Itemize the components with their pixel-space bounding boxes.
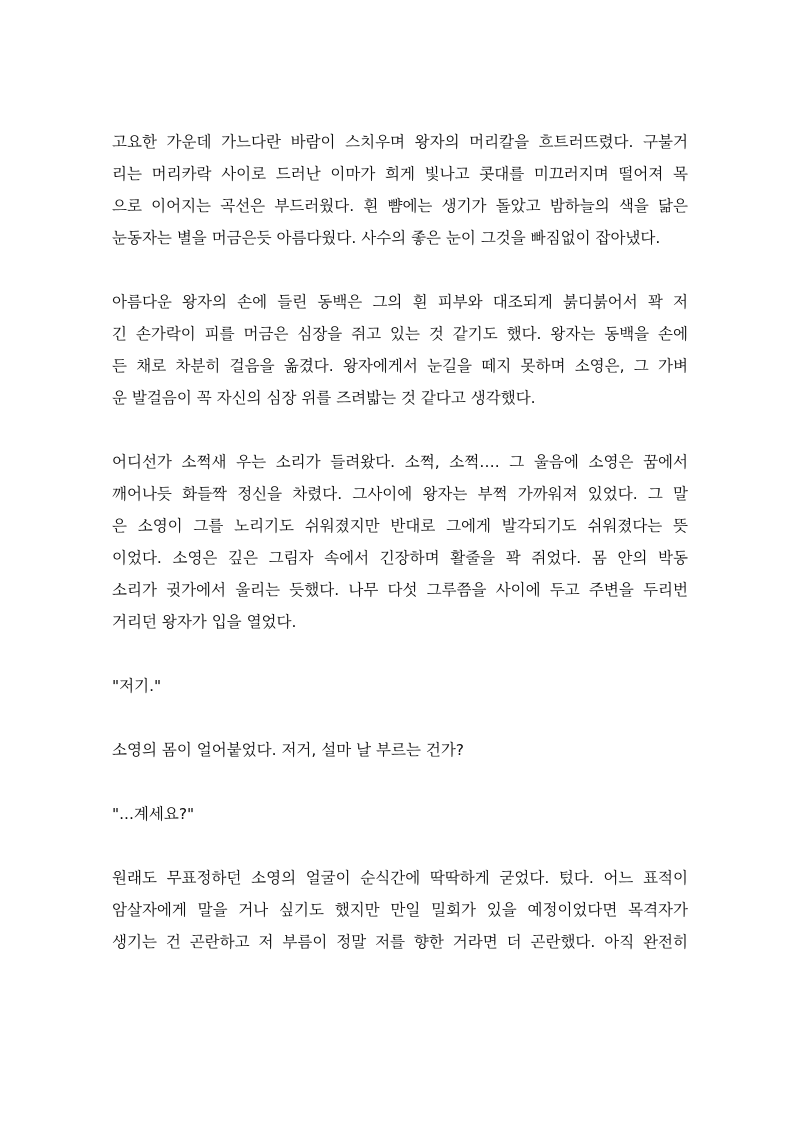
text-line: 거리던 왕자가 입을 열었다.	[112, 613, 297, 631]
paragraph-gap	[112, 702, 688, 734]
paragraph-7	[112, 862, 688, 958]
text-line: 생기는 건 곤란하고 저 부름이 정말 저를 향한 거라면 더 곤란했다. 아직 완전히	[112, 933, 688, 951]
text-line: 눈동자는 별을 머금은듯 아름다웠다. 사수의 좋은 눈이 그것을 빠짐없이 잡아냈다.	[112, 229, 661, 247]
paragraph-2	[112, 286, 688, 414]
document-page	[112, 126, 688, 958]
text-line: 이었다. 소영은 깊은 그림자 속에서 긴장하며 활줄을 꽉 쥐었다. 몸 안의 박동	[112, 549, 688, 567]
paragraph-gap	[112, 766, 688, 798]
paragraph-gap	[112, 830, 688, 862]
paragraph-gap	[112, 638, 688, 670]
text-line: 으로 이어지는 곡선은 부드러웠다. 흰 뺨에는 생기가 돌았고 밤하늘의 색을 닮은	[112, 197, 688, 215]
text-line: 리는 머리카락 사이로 드러난 이마가 희게 빛나고 콧대를 미끄러지며 떨어져 목	[112, 165, 688, 183]
paragraph-3	[112, 446, 688, 638]
dialogue-line: "저기."	[112, 677, 162, 695]
text-line: 고요한 가운데 가느다란 바람이 스치우며 왕자의 머리칼을 흐트러뜨렸다. 구불거	[112, 133, 688, 151]
text-line: 긴 손가락이 피를 머금은 심장을 쥐고 있는 것 같기도 했다. 왕자는 동백을 손에	[112, 325, 688, 343]
text-line: 운 발걸음이 꼭 자신의 심장 위를 즈려밟는 것 같다고 생각했다.	[112, 389, 536, 407]
text-line: 소리가 귓가에서 울리는 듯했다. 나무 다섯 그루쯤을 사이에 두고 주변을 두리번	[112, 581, 688, 599]
text-line: 아름다운 왕자의 손에 들린 동백은 그의 흰 피부와 대조되게 붉디붉어서 꽉 저	[112, 293, 688, 311]
text-line: 어디선가 소쩍새 우는 소리가 들려왔다. 소쩍, 소쩍…. 그 울음에 소영은 꿈에서	[112, 453, 688, 471]
text-line: 소영의 몸이 얼어붙었다. 저거, 설마 날 부르는 건가?	[112, 741, 465, 759]
text-line: 암살자에게 말을 거나 싶기도 했지만 만일 밀회가 있을 예정이었다면 목격자가	[112, 901, 688, 919]
text-line: 깨어나듯 화들짝 정신을 차렸다. 그사이에 왕자는 부쩍 가까워져 있었다. 그 말	[112, 485, 688, 503]
paragraph-1	[112, 126, 688, 254]
paragraph-4	[112, 670, 688, 702]
text-line: 든 채로 차분히 걸음을 옮겼다. 왕자에게서 눈길을 떼지 못하며 소영은, 그 가벼	[112, 357, 688, 375]
paragraph-5	[112, 734, 688, 766]
text-line: 원래도 무표정하던 소영의 얼굴이 순식간에 딱딱하게 굳었다. 텄다. 어느 표적이	[112, 869, 688, 887]
dialogue-line: "...계세요?"	[112, 805, 195, 823]
text-line: 은 소영이 그를 노리기도 쉬워졌지만 반대로 그에게 발각되기도 쉬워졌다는 뜻	[112, 517, 688, 535]
paragraph-gap	[112, 254, 688, 286]
paragraph-6	[112, 798, 688, 830]
paragraph-gap	[112, 414, 688, 446]
